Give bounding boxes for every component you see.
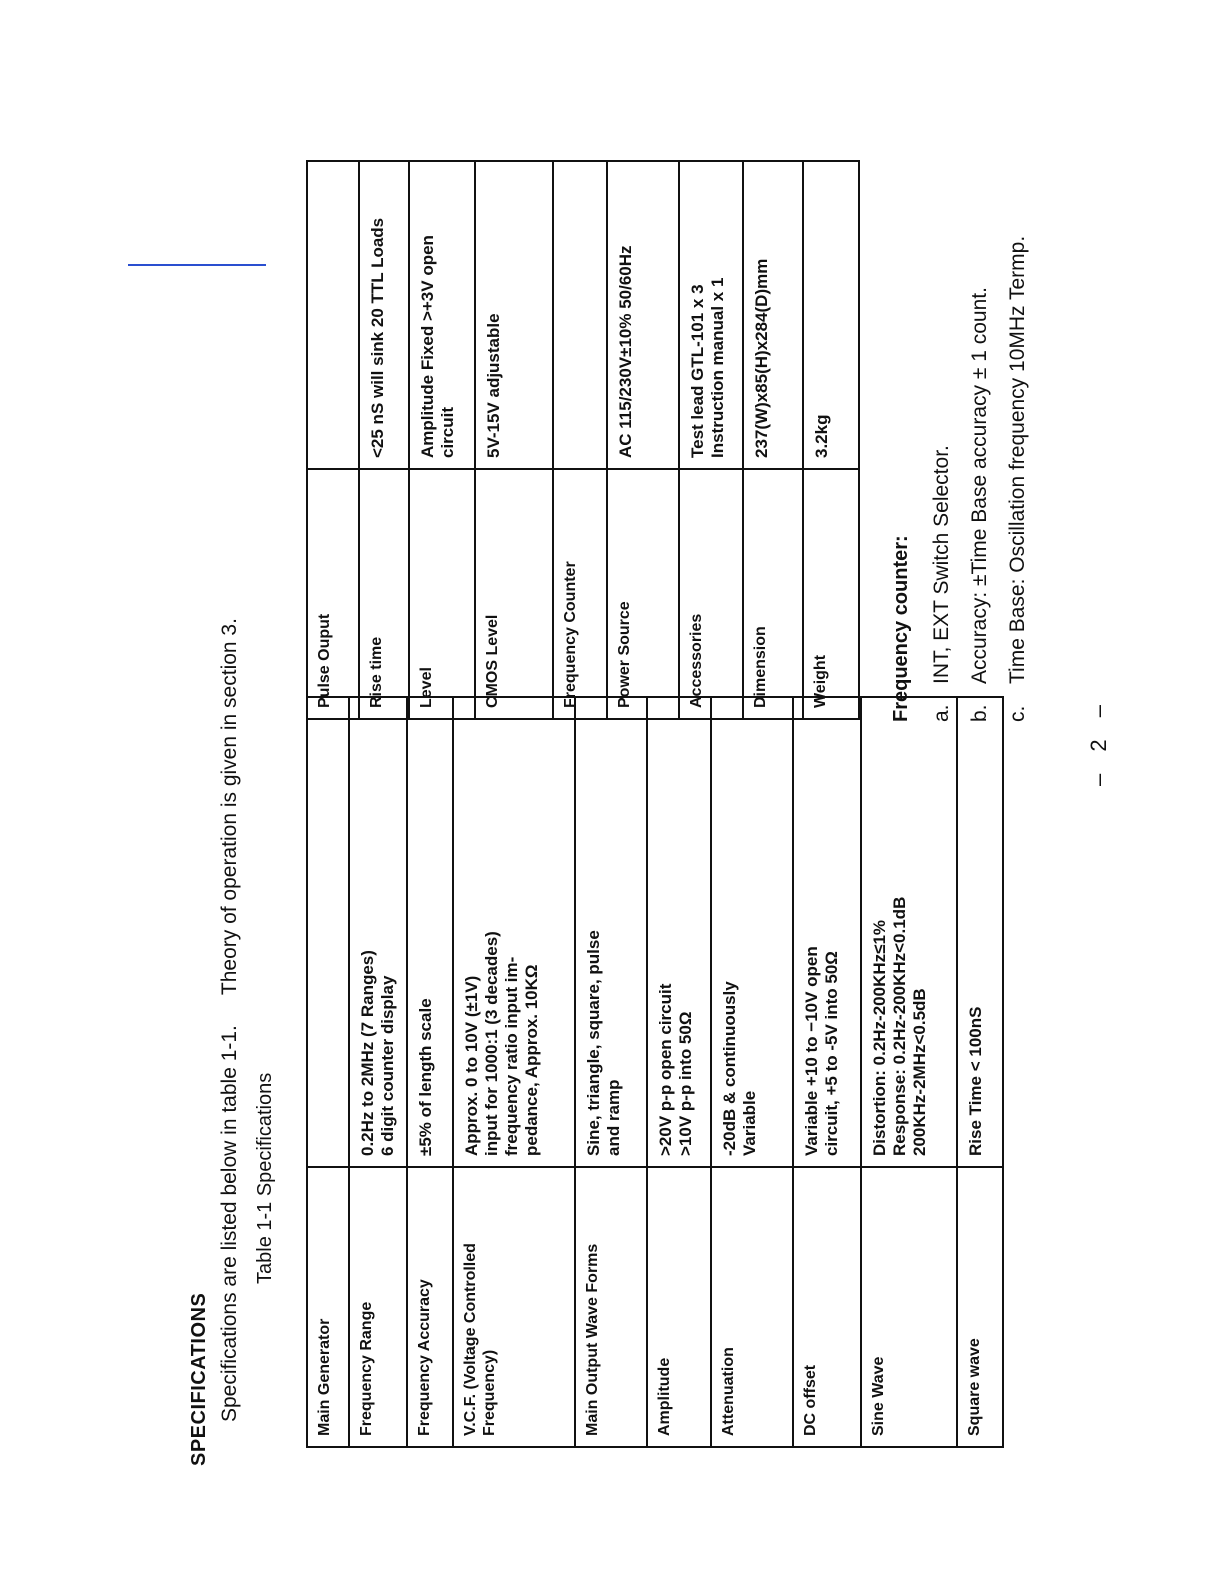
spec-value: AC 115/230V±10% 50/60Hz: [607, 161, 679, 469]
spec-label: Pulse Ouput: [307, 469, 359, 719]
spec-value: 5V-15V adjustable: [475, 161, 553, 469]
spec-value: [307, 697, 349, 1167]
table-row: [647, 697, 711, 1447]
spec-value: Test lead GTL-101 x 3 Instruction manual x 1: [679, 161, 743, 469]
table-row: [475, 161, 553, 719]
table-row: [803, 161, 859, 719]
list-item-letter: a.: [930, 704, 953, 722]
spec-value: -20dB & continuously Variable: [711, 697, 793, 1167]
spec-table-secondary: [306, 160, 860, 720]
spec-value: Distortion: 0.2Hz-200KHz≤1% Response: 0.2Hz-200KHz<0.1dB 200KHz-2MHz<0.5dB: [861, 697, 957, 1167]
spec-value: Amplitude Fixed >+3V open circuit: [409, 161, 475, 469]
spec-label: Attenuation: [711, 1167, 793, 1447]
spec-value: Sine, triangle, square, pulse and ramp: [575, 697, 647, 1167]
spec-label: DC offset: [793, 1167, 861, 1447]
spec-label: Level: [409, 469, 475, 719]
intro-part-1: Specifications are listed below in table 1-1.: [218, 1025, 241, 1422]
spec-label: Sine Wave: [861, 1167, 957, 1447]
spec-label: Main Output Wave Forms: [575, 1167, 647, 1447]
table-row: [553, 161, 607, 719]
list-item-letter: c.: [1006, 705, 1029, 722]
table-row: [679, 161, 743, 719]
spec-label: Frequency Range: [349, 1167, 407, 1447]
frequency-counter-list: [930, 236, 1044, 722]
spec-label: Weight: [803, 469, 859, 719]
footnote-rule: [128, 264, 266, 266]
page-heading: SPECIFICATIONS: [188, 1292, 210, 1466]
table-row: [861, 697, 957, 1447]
table-row: [453, 697, 575, 1447]
spec-label: Rise time: [359, 469, 409, 719]
spec-value: <25 nS will sink 20 TTL Loads: [359, 161, 409, 469]
spec-value: >20V p-p open circuit >10V p-p into 50Ω: [647, 697, 711, 1167]
list-item-text: INT, EXT Switch Selector.: [930, 445, 953, 684]
table-row: [349, 697, 407, 1447]
spec-value: [307, 161, 359, 469]
list-item-letter: b.: [968, 704, 991, 722]
table-row: [307, 697, 349, 1447]
list-item-text: Time Base: Oscillation frequency 10MHz Termp.: [1006, 235, 1029, 684]
spec-label: Frequency Counter: [553, 469, 607, 719]
spec-label: Frequency Accuracy: [407, 1167, 453, 1447]
spec-label: V.C.F. (Voltage Controlled Frequency): [453, 1167, 575, 1447]
spec-label: Amplitude: [647, 1167, 711, 1447]
spec-value: 3.2kg: [803, 161, 859, 469]
spec-value: Variable +10 to −10V open circuit, +5 to -5V into 50Ω: [793, 697, 861, 1167]
spec-table-main: [306, 696, 1004, 1448]
table-row: [607, 161, 679, 719]
page-number: – 2 –: [1086, 697, 1111, 786]
list-item: [968, 236, 1006, 722]
spec-value: 0.2Hz to 2MHz (7 Ranges) 6 digit counter display: [349, 697, 407, 1167]
list-item: [930, 236, 968, 722]
intro-text: [218, 618, 242, 1422]
spec-label: Square wave: [957, 1167, 1003, 1447]
spec-label: Power Source: [607, 469, 679, 719]
list-item-text: Accuracy: ±Time Base accuracy ± 1 count.: [968, 287, 991, 684]
list-item: [1006, 236, 1044, 722]
intro-part-2: Theory of operation is given in section 3.: [218, 618, 241, 996]
table-caption: Table 1-1 Specifications: [254, 1072, 276, 1284]
table-row: [711, 697, 793, 1447]
spec-label: Accessories: [679, 469, 743, 719]
spec-label: Main Generator: [307, 1167, 349, 1447]
frequency-counter-heading: Frequency counter:: [890, 535, 912, 722]
table-row: [575, 697, 647, 1447]
table-row: [409, 161, 475, 719]
spec-value: [553, 161, 607, 469]
table-row: [743, 161, 803, 719]
table-row: [359, 161, 409, 719]
table-row: [957, 697, 1003, 1447]
spec-label: CMOS Level: [475, 469, 553, 719]
spec-label: Dimension: [743, 469, 803, 719]
table-row: [407, 697, 453, 1447]
spec-value: Rise Time < 100nS: [957, 697, 1003, 1167]
table-row: [307, 161, 359, 719]
spec-value: 237(W)x85(H)x284(D)mm: [743, 161, 803, 469]
table-row: [793, 697, 861, 1447]
spec-value: Approx. 0 to 10V (±1V) input for 1000:1 (3 decades) frequency ratio input im- pedance, Approx. 10KΩ: [453, 697, 575, 1167]
spec-value: ±5% of length scale: [407, 697, 453, 1167]
